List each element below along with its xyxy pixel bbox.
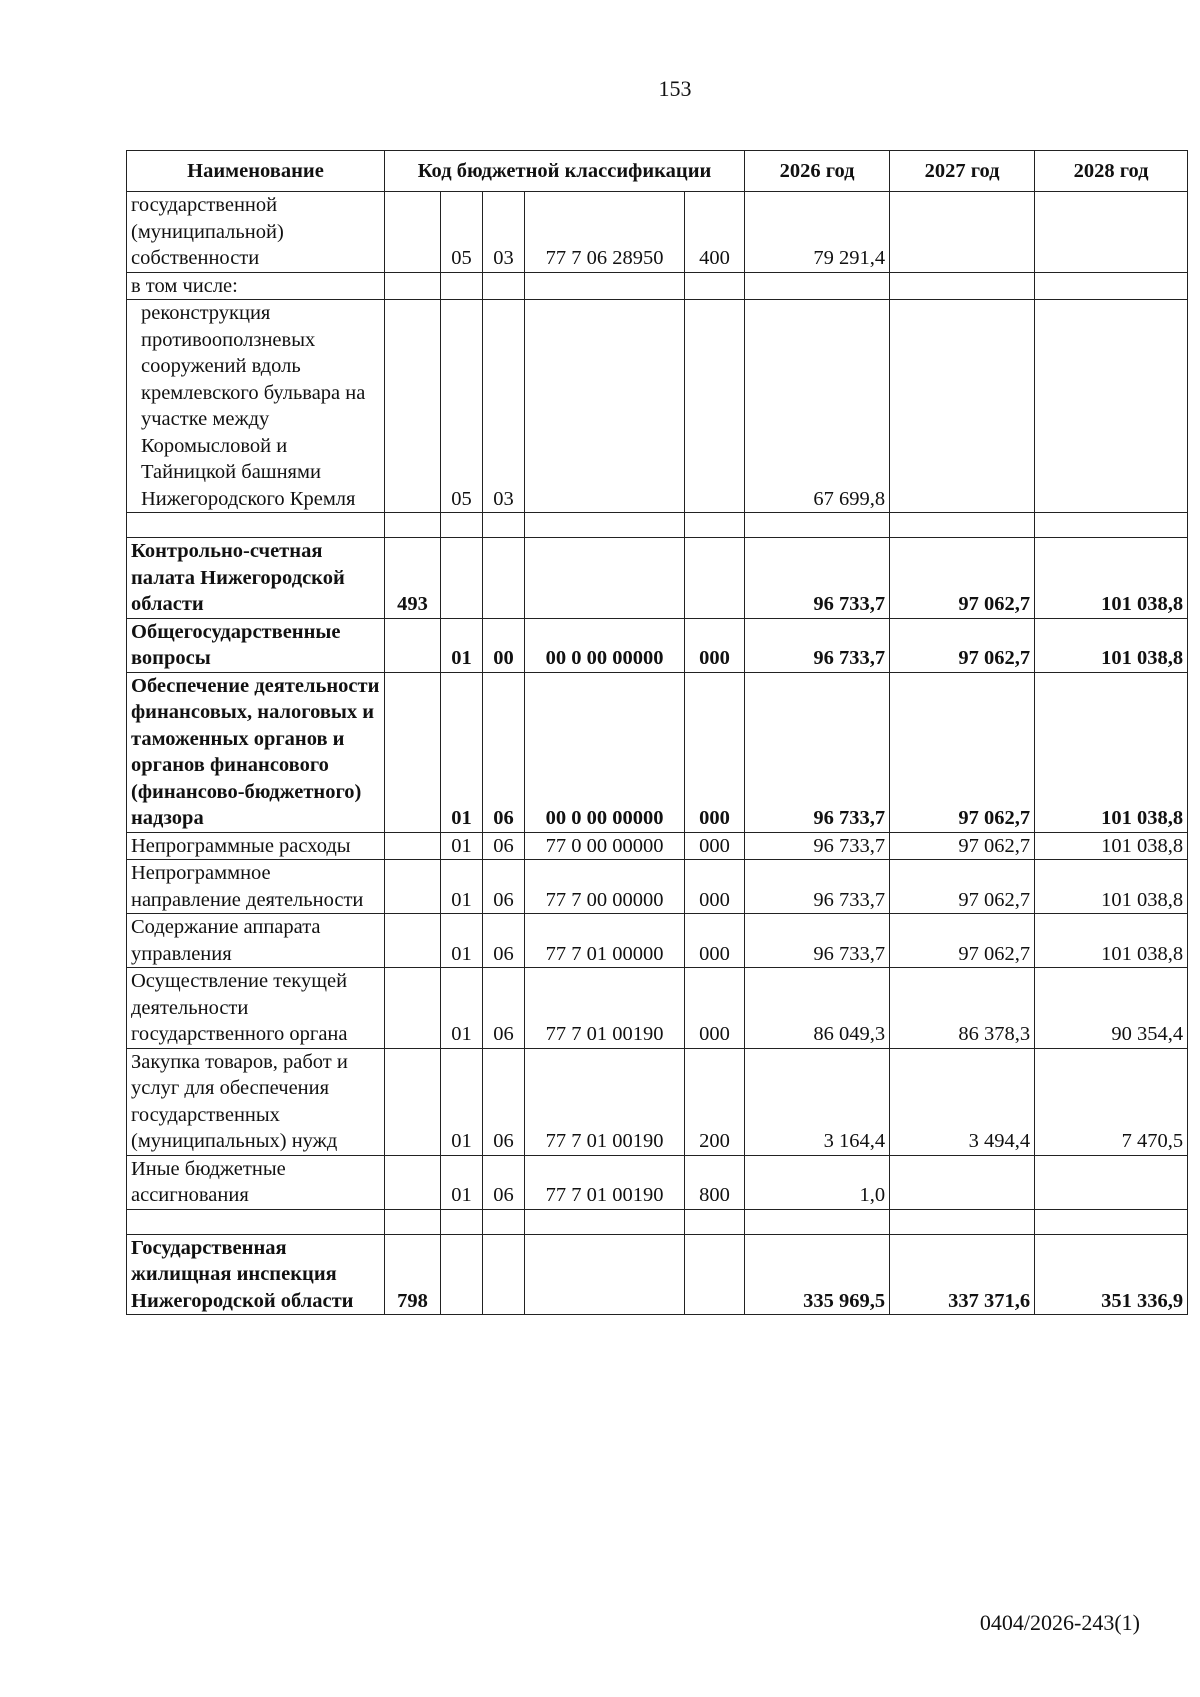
row-2027: 97 062,7 [890,832,1035,860]
row-subsection [483,538,525,619]
row-subsection: 06 [483,860,525,914]
row-2027 [890,300,1035,513]
row-admin [385,272,441,300]
row-admin [385,860,441,914]
row-2028 [1035,272,1188,300]
row-name: в том числе: [127,272,385,300]
row-subsection: 06 [483,914,525,968]
row-name: государственной (муниципальной) собственности [127,192,385,273]
row-admin [385,672,441,832]
row-2026: 96 733,7 [745,832,890,860]
table-row [127,968,1188,1049]
row-2028: 351 336,9 [1035,1234,1188,1315]
row-name: Обеспечение деятельности финансовых, налоговых и таможенных органов и органов финансового (финансово-бюджетного) надзора [127,672,385,832]
row-admin [385,300,441,513]
row-section: 01 [441,672,483,832]
row-type: 000 [685,832,745,860]
row-name: Осуществление текущей деятельности государственного органа [127,968,385,1049]
table-row [127,1234,1188,1315]
row-type: 800 [685,1155,745,1209]
row-2028 [1035,300,1188,513]
row-section: 01 [441,1048,483,1155]
row-2027: 3 494,4 [890,1048,1035,1155]
table-row [127,300,1188,513]
row-type: 400 [685,192,745,273]
row-type: 000 [685,914,745,968]
row-name: Иные бюджетные ассигнования [127,1155,385,1209]
row-target: 77 7 01 00190 [525,968,685,1049]
row-type: 000 [685,618,745,672]
row-2027: 337 371,6 [890,1234,1035,1315]
row-section [441,1234,483,1315]
row-admin [385,1048,441,1155]
row-admin [385,914,441,968]
page-number: 153 [658,76,692,101]
row-section: 01 [441,832,483,860]
row-subsection: 06 [483,832,525,860]
row-2026 [745,272,890,300]
table-row [127,618,1188,672]
row-2027: 97 062,7 [890,538,1035,619]
row-admin [385,618,441,672]
document-number: 0404/2026-243(1) [979,1610,1140,1635]
row-section: 01 [441,968,483,1049]
row-name: Закупка товаров, работ и услуг для обеспечения государственных (муниципальных) нужд [127,1048,385,1155]
row-type [685,300,745,513]
row-section: 05 [441,192,483,273]
row-name: Государственная жилищная инспекция Нижегородской области [127,1234,385,1315]
row-2026: 67 699,8 [745,300,890,513]
row-subsection: 06 [483,1048,525,1155]
row-2026: 96 733,7 [745,672,890,832]
header-2026: 2026 год [745,151,890,192]
row-target [525,272,685,300]
row-target: 77 0 00 00000 [525,832,685,860]
row-target [525,538,685,619]
row-2026: 335 969,5 [745,1234,890,1315]
row-target [525,1234,685,1315]
row-2028: 101 038,8 [1035,914,1188,968]
row-type [685,272,745,300]
row-subsection: 06 [483,968,525,1049]
row-target: 77 7 00 00000 [525,860,685,914]
row-section: 01 [441,618,483,672]
table-row [127,832,1188,860]
row-admin: 798 [385,1234,441,1315]
table-row [127,672,1188,832]
row-2028 [1035,1155,1188,1209]
row-2028: 101 038,8 [1035,672,1188,832]
row-section: 01 [441,1155,483,1209]
row-target: 77 7 01 00000 [525,914,685,968]
row-2028: 101 038,8 [1035,860,1188,914]
table-row [127,860,1188,914]
header-2028: 2028 год [1035,151,1188,192]
header-name: Наименование [127,151,385,192]
row-admin [385,192,441,273]
row-2026: 86 049,3 [745,968,890,1049]
table-row [127,914,1188,968]
row-type [685,1234,745,1315]
row-2026: 79 291,4 [745,192,890,273]
row-section: 01 [441,914,483,968]
row-section [441,538,483,619]
header-2027: 2027 год [890,151,1035,192]
row-2026: 1,0 [745,1155,890,1209]
row-2027: 86 378,3 [890,968,1035,1049]
row-2028: 7 470,5 [1035,1048,1188,1155]
row-section: 05 [441,300,483,513]
row-subsection: 03 [483,192,525,273]
row-2026: 96 733,7 [745,914,890,968]
row-2027: 97 062,7 [890,860,1035,914]
table-row [127,1048,1188,1155]
row-name: Непрограммное направление деятельности [127,860,385,914]
row-type [685,538,745,619]
spacer-row [127,1209,1188,1234]
row-target: 77 7 01 00190 [525,1155,685,1209]
row-subsection [483,272,525,300]
table-row [127,272,1188,300]
row-target: 00 0 00 00000 [525,618,685,672]
row-target [525,300,685,513]
row-name: Непрограммные расходы [127,832,385,860]
row-2026: 96 733,7 [745,860,890,914]
row-target: 00 0 00 00000 [525,672,685,832]
row-name: Контрольно-счетная палата Нижегородской области [127,538,385,619]
row-target: 77 7 06 28950 [525,192,685,273]
row-2026: 96 733,7 [745,618,890,672]
row-subsection: 06 [483,672,525,832]
row-2027 [890,1155,1035,1209]
row-admin [385,968,441,1049]
row-type: 000 [685,672,745,832]
row-2026: 3 164,4 [745,1048,890,1155]
table-row [127,1155,1188,1209]
row-2027 [890,192,1035,273]
row-subsection: 06 [483,1155,525,1209]
row-target: 77 7 01 00190 [525,1048,685,1155]
row-2027: 97 062,7 [890,914,1035,968]
row-2028: 101 038,8 [1035,832,1188,860]
row-type: 000 [685,968,745,1049]
row-type: 200 [685,1048,745,1155]
spacer-row [127,513,1188,538]
row-name: Общегосударственные вопросы [127,618,385,672]
row-admin: 493 [385,538,441,619]
row-2027: 97 062,7 [890,618,1035,672]
row-section [441,272,483,300]
row-2028: 90 354,4 [1035,968,1188,1049]
row-2028: 101 038,8 [1035,618,1188,672]
table-row [127,192,1188,273]
row-name: реконструкция противооползневых сооружений вдоль кремлевского бульвара на участке между Коромысловой и Тайницкой башнями Нижегородского Кремля [141,302,366,510]
row-2028 [1035,192,1188,273]
budget-table [126,150,1188,1315]
row-admin [385,832,441,860]
row-subsection: 00 [483,618,525,672]
table-header-row [127,151,1188,192]
row-name: Содержание аппарата управления [127,914,385,968]
row-subsection [483,1234,525,1315]
header-code: Код бюджетной классификации [385,151,745,192]
row-admin [385,1155,441,1209]
row-subsection: 03 [483,300,525,513]
row-type: 000 [685,860,745,914]
row-2027: 97 062,7 [890,672,1035,832]
row-section: 01 [441,860,483,914]
table-row [127,538,1188,619]
row-2027 [890,272,1035,300]
row-2028: 101 038,8 [1035,538,1188,619]
row-2026: 96 733,7 [745,538,890,619]
